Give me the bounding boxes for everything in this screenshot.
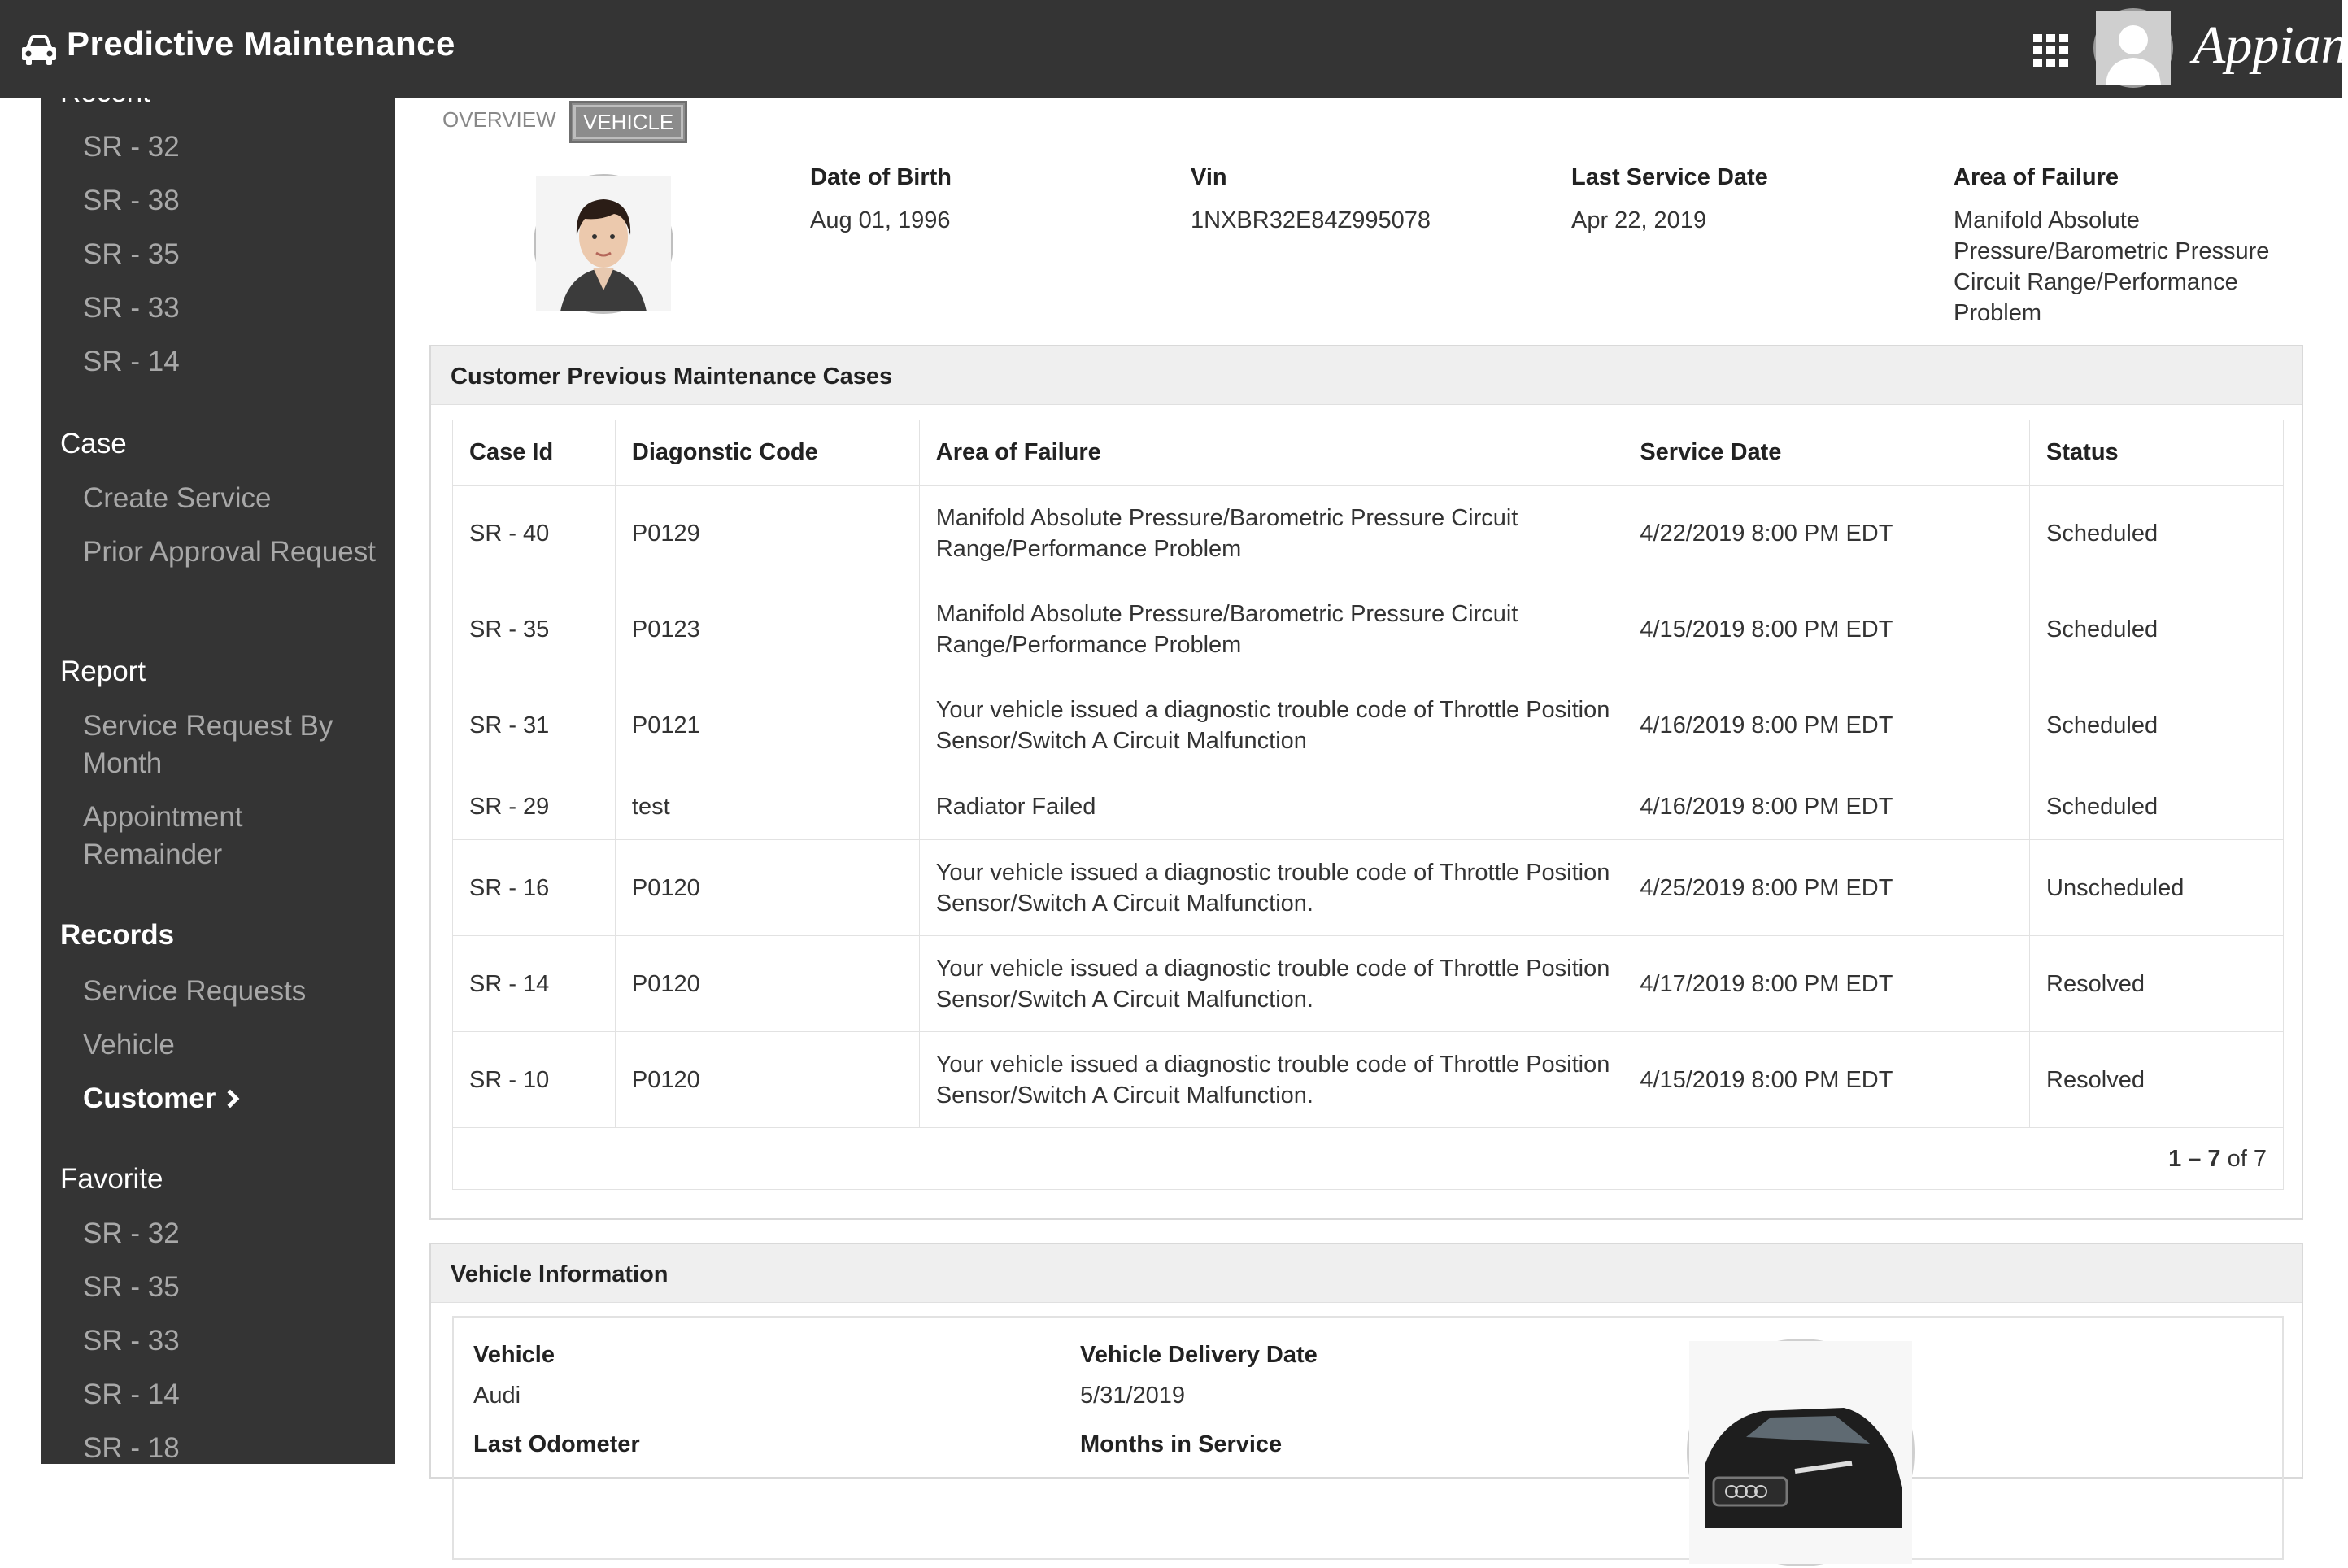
sidebar-recent-item[interactable]: SR - 32 xyxy=(83,131,180,163)
pager xyxy=(453,1128,2284,1190)
months-in-service-label: Months in Service xyxy=(1080,1431,1283,1457)
area-of-failure-cell: Radiator Failed xyxy=(919,773,1623,840)
sidebar-recent-item[interactable]: SR - 35 xyxy=(83,238,180,270)
case-id-cell[interactable]: SR - 29 xyxy=(453,773,616,840)
service-date-cell: 4/15/2019 8:00 PM EDT xyxy=(1623,1032,2030,1128)
delivery-date-label: Vehicle Delivery Date xyxy=(1080,1342,1318,1368)
status-cell: Scheduled xyxy=(2030,581,2284,677)
sidebar-item-appointment-remainder[interactable]: Appointment Remainder xyxy=(83,801,243,870)
top-bar xyxy=(0,0,2348,98)
status-cell: Scheduled xyxy=(2030,486,2284,581)
case-id-cell[interactable]: SR - 40 xyxy=(453,486,616,581)
service-date-cell: 4/22/2019 8:00 PM EDT xyxy=(1623,486,2030,581)
column-header[interactable]: Case Id xyxy=(453,420,616,486)
service-date-cell: 4/16/2019 8:00 PM EDT xyxy=(1623,677,2030,773)
car-icon xyxy=(21,33,57,65)
appian-logo: Appian xyxy=(2193,15,2348,75)
diagnostic-code-cell: P0120 xyxy=(615,1032,919,1128)
area-of-failure-cell: Your vehicle issued a diagnostic trouble code of Throttle Position Sensor/Switch A Circuit Malfunction. xyxy=(919,840,1623,936)
vehicle-photo xyxy=(1687,1339,1915,1566)
sidebar-recent-item[interactable]: SR - 38 xyxy=(83,185,180,216)
area-of-failure-label: Area of Failure xyxy=(1954,164,2119,190)
vehicle-information-section xyxy=(429,1243,2303,1479)
area-of-failure-cell: Your vehicle issued a diagnostic trouble code of Throttle Position Sensor/Switch A Circuit Malfunction. xyxy=(919,936,1623,1032)
case-id-cell[interactable]: SR - 10 xyxy=(453,1032,616,1128)
column-header[interactable]: Service Date xyxy=(1623,420,2030,486)
dob-label: Date of Birth xyxy=(810,164,952,190)
vin-label: Vin xyxy=(1191,164,1227,190)
case-id-cell[interactable]: SR - 16 xyxy=(453,840,616,936)
sidebar xyxy=(41,98,395,1464)
app-title: Predictive Maintenance xyxy=(67,24,455,63)
sidebar-item-prior-approval[interactable]: Prior Approval Request xyxy=(83,536,376,568)
previous-cases-title: Customer Previous Maintenance Cases xyxy=(431,346,2302,405)
sidebar-heading-favorite: Favorite xyxy=(60,1163,163,1195)
area-of-failure-cell: Your vehicle issued a diagnostic trouble code of Throttle Position Sensor/Switch A Circuit Malfunction. xyxy=(919,1032,1623,1128)
vehicle-value: Audi xyxy=(473,1383,521,1409)
tab-overview[interactable]: OVERVIEW xyxy=(442,107,556,132)
sidebar-heading-report: Report xyxy=(60,656,146,687)
diagnostic-code-cell: test xyxy=(615,773,919,840)
status-cell: Resolved xyxy=(2030,936,2284,1032)
user-avatar[interactable] xyxy=(2093,8,2173,88)
table-row xyxy=(453,773,2284,840)
column-header[interactable]: Status xyxy=(2030,420,2284,486)
sidebar-item-vehicle[interactable]: Vehicle xyxy=(83,1029,175,1061)
case-id-cell[interactable]: SR - 14 xyxy=(453,936,616,1032)
app-grid-icon[interactable] xyxy=(2033,34,2069,65)
column-header[interactable]: Diagonstic Code xyxy=(615,420,919,486)
area-of-failure-cell: Manifold Absolute Pressure/Barometric Pressure Circuit Range/Performance Problem xyxy=(919,581,1623,677)
service-date-cell: 4/17/2019 8:00 PM EDT xyxy=(1623,936,2030,1032)
diagnostic-code-cell: P0129 xyxy=(615,486,919,581)
vin-value: 1NXBR32E84Z995078 xyxy=(1191,207,1431,233)
sidebar-favorite-item[interactable]: SR - 18 xyxy=(83,1432,180,1464)
sidebar-item-customer[interactable] xyxy=(83,1080,384,1117)
table-row xyxy=(453,581,2284,677)
area-of-failure-cell: Your vehicle issued a diagnostic trouble code of Throttle Position Sensor/Switch A Circuit Malfunction xyxy=(919,677,1623,773)
column-header[interactable]: Area of Failure xyxy=(919,420,1623,486)
pager-range: 1 – 7 xyxy=(2168,1145,2221,1172)
table-row xyxy=(453,840,2284,936)
sidebar-recent-item[interactable]: SR - 33 xyxy=(83,292,180,324)
cases-table xyxy=(452,420,2284,1190)
tab-vehicle[interactable]: VEHICLE xyxy=(569,101,687,143)
table-row xyxy=(453,1032,2284,1128)
service-date-cell: 4/25/2019 8:00 PM EDT xyxy=(1623,840,2030,936)
sidebar-heading-case: Case xyxy=(60,428,127,460)
area-of-failure-cell: Manifold Absolute Pressure/Barometric Pressure Circuit Range/Performance Problem xyxy=(919,486,1623,581)
area-of-failure-value: Manifold Absolute Pressure/Barometric Pressure Circuit Range/Performance Problem xyxy=(1954,207,2270,326)
table-row xyxy=(453,677,2284,773)
customer-photo xyxy=(534,174,673,314)
table-header-row xyxy=(453,420,2284,486)
customer-portrait-image xyxy=(536,176,671,311)
status-cell: Scheduled xyxy=(2030,773,2284,840)
status-cell: Resolved xyxy=(2030,1032,2284,1128)
diagnostic-code-cell: P0120 xyxy=(615,936,919,1032)
car-image xyxy=(1689,1341,1912,1564)
last-service-value: Apr 22, 2019 xyxy=(1571,207,1707,233)
last-odometer-label: Last Odometer xyxy=(473,1431,640,1457)
sidebar-recent-item[interactable]: SR - 14 xyxy=(83,346,180,377)
sidebar-item-create-service[interactable]: Create Service xyxy=(83,482,272,514)
vehicle-information-title: Vehicle Information xyxy=(431,1244,2302,1303)
chevron-right-icon xyxy=(221,1090,240,1108)
sidebar-favorite-item[interactable]: SR - 32 xyxy=(83,1217,180,1249)
sidebar-item-label: Customer xyxy=(83,1082,216,1114)
table-footer xyxy=(453,1128,2284,1190)
diagnostic-code-cell: P0123 xyxy=(615,581,919,677)
sidebar-item-service-requests[interactable]: Service Requests xyxy=(83,975,307,1007)
status-cell: Scheduled xyxy=(2030,677,2284,773)
sidebar-heading-records: Records xyxy=(60,919,175,951)
service-date-cell: 4/15/2019 8:00 PM EDT xyxy=(1623,581,2030,677)
sidebar-favorite-item[interactable]: SR - 33 xyxy=(83,1325,180,1357)
vehicle-label: Vehicle xyxy=(473,1342,555,1368)
case-id-cell[interactable]: SR - 31 xyxy=(453,677,616,773)
pager-total: of 7 xyxy=(2227,1145,2267,1172)
last-service-label: Last Service Date xyxy=(1571,164,1768,190)
table-row xyxy=(453,486,2284,581)
diagnostic-code-cell: P0121 xyxy=(615,677,919,773)
user-silhouette-icon xyxy=(2096,11,2171,85)
dob-value: Aug 01, 1996 xyxy=(810,207,951,233)
vehicle-information-panel xyxy=(452,1316,2284,1560)
sidebar-item-service-request-by-month[interactable]: Service Request By Month xyxy=(83,710,333,779)
status-cell: Unscheduled xyxy=(2030,840,2284,936)
previous-cases-section xyxy=(429,345,2303,1220)
table-row xyxy=(453,936,2284,1032)
delivery-date-value: 5/31/2019 xyxy=(1080,1383,1186,1409)
sidebar-favorite-item[interactable]: SR - 35 xyxy=(83,1271,180,1303)
diagnostic-code-cell: P0120 xyxy=(615,840,919,936)
case-id-cell[interactable]: SR - 35 xyxy=(453,581,616,677)
sidebar-favorite-item[interactable]: SR - 14 xyxy=(83,1379,180,1410)
service-date-cell: 4/16/2019 8:00 PM EDT xyxy=(1623,773,2030,840)
